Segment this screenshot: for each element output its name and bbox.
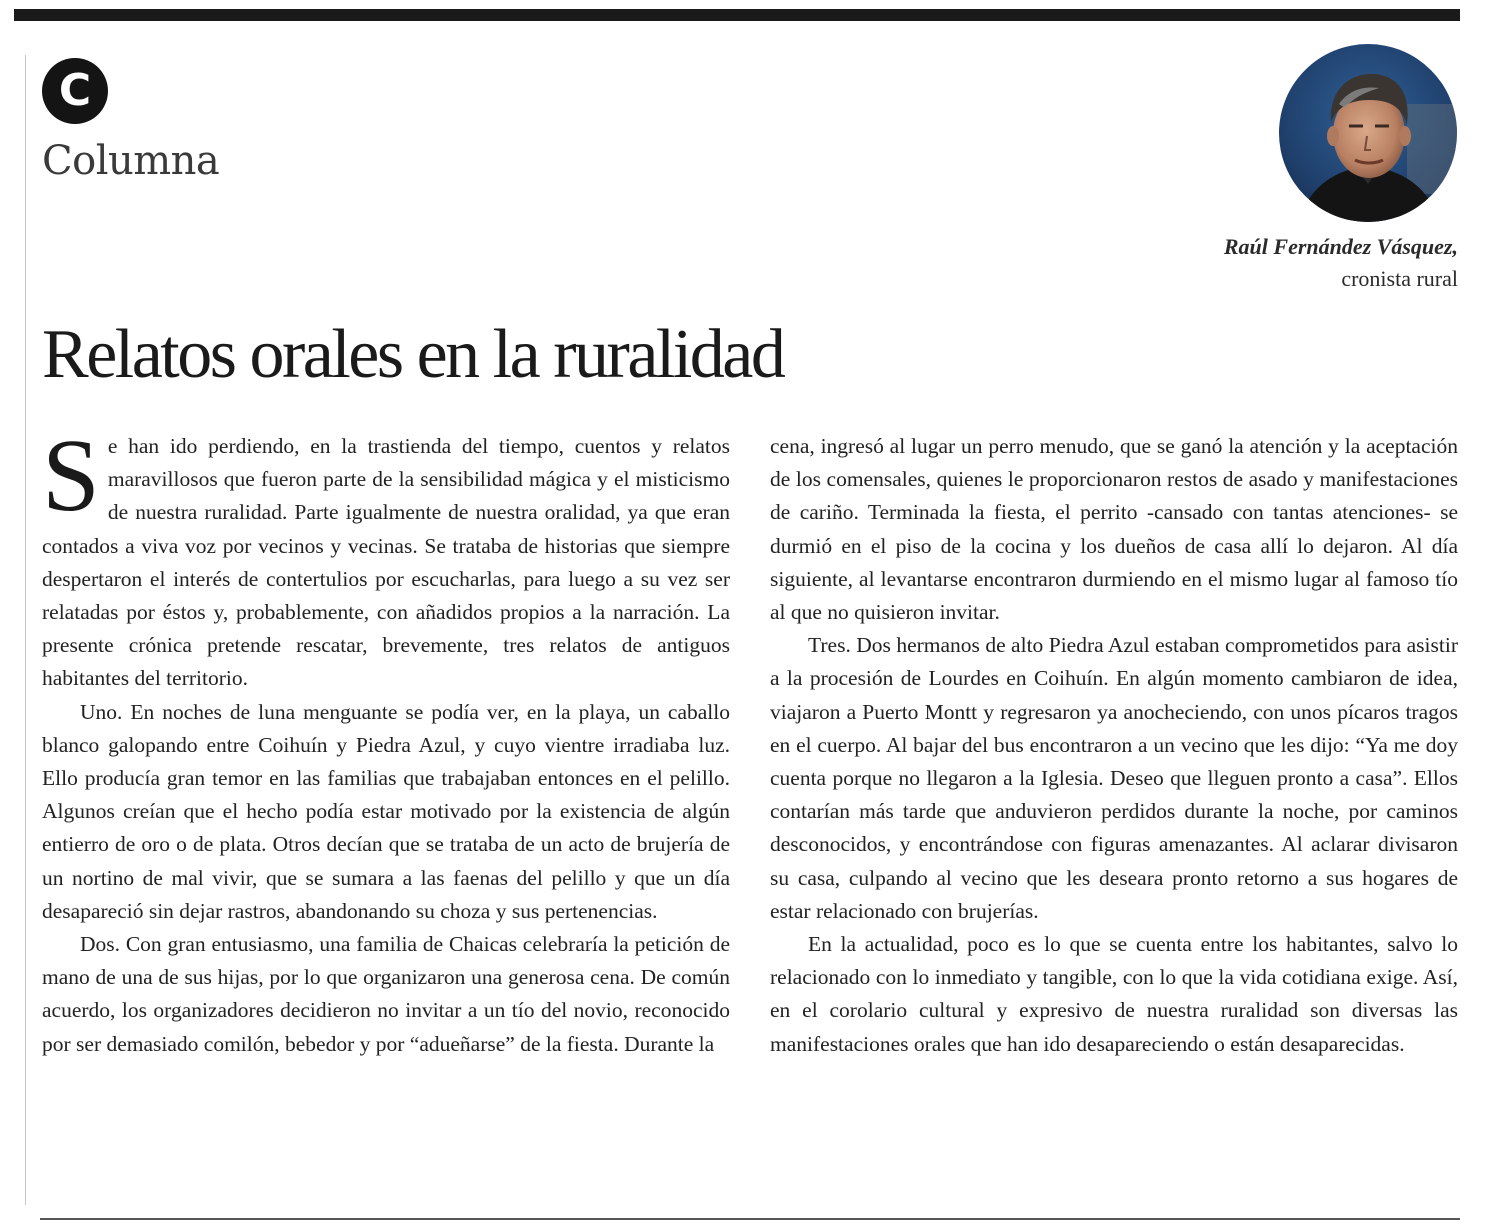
article-paragraph: Uno. En noches de luna menguante se podía ver, en la playa, un caballo blanco galopando entre Coihuín y Piedra Azul, y cuyo vientre irradiaba luz. Ello producía gran temor en las familias que trabajaban entonces en el pelillo. Algunos creían que el hecho podía estar motivado por la existencia de algún entierro de oro o de plata. Otros decían que se trataba de un acto de brujería de un nortino de mal vivir, que se sumara a las faenas del pelillo y que un día desapareció sin dejar rastros, abandonando su choza y sus pertenencias. [42, 699, 730, 923]
author-photo [1279, 44, 1457, 222]
article-paragraph: cena, ingresó al lugar un perro menudo, que se ganó la atención y la aceptación de los comensales, quienes le proporcionaron restos de asado y manifestaciones de cariño. Terminada la fiesta, el perrito -cansado con tantas atenciones- se durmió en el piso de la cocina y los dueños de casa allí lo dejaron. Al día siguiente, al levantarse encontraron durmiendo en el mismo lugar al famoso tío al que no quisieron invitar. [770, 434, 1458, 625]
article-column-left [42, 418, 730, 1061]
article-paragraph: Tres. Dos hermanos de alto Piedra Azul estaban comprometidos para asistir a la procesión de Lourdes en Coihuín. En algún momento cambiaron de idea, viajaron a Puerto Montt y regresaron ya anocheciendo, con unos pícaros tragos en el cuerpo. Al bajar del bus encontraron a un vecino que les dijo: “Ya me doy cuenta porque no llegaron a la Iglesia. Deseo que lleguen pronto a casa”. Ellos contarían más tarde que anduvieron perdidos durante la noche, por caminos desconocidos, y encontrándose con figuras amenazantes. Al aclarar divisaron su casa, culpando al vecino que les deseara pronto retorno a sus hogares de estar relacionado con brujerías. [770, 633, 1458, 923]
author-role: cronista rural [1341, 266, 1458, 291]
paragraph-text: e han ido perdiendo, en la trastienda del tiempo, cuentos y relatos maravillosos que fueron parte de la sensibilidad mágica y el misticismo de nuestra ruralidad. Parte igualmente de nuestra oralidad, ya que eran contados a viva voz por vecinos y vecinas. Se trataba de historias que siempre despertaron el interés de contertulios por escucharlas, para luego a su vez ser relatadas por éstos y, probablemente, con añadidos propios a la narración. La presente crónica pretende rescatar, brevemente, tres relatos de antiguos habitantes del territorio. [42, 434, 730, 691]
article-paragraph: En la actualidad, poco es lo que se cuenta entre los habitantes, salvo lo relacionado con lo inmediato y tangible, con lo que la vida cotidiana exige. Así, en el corolario cultural y expresivo de nuestra ruralidad son diversas las manifestaciones orales que han ido desapareciendo o están desaparecidas. [770, 932, 1458, 1056]
bottom-rule [40, 1218, 1460, 1220]
section-name: Columna [42, 138, 220, 184]
drop-cap: S [42, 418, 100, 533]
section-badge: C [42, 58, 108, 124]
article-headline: Relatos orales en la ruralidad [42, 316, 784, 393]
author-byline [1224, 232, 1458, 296]
left-margin-rule [25, 55, 26, 1205]
article-paragraph: Dos. Con gran entusiasmo, una familia de Chaicas celebraría la petición de mano de una de sus hijas, por lo que organizaron una generosa cena. De común acuerdo, los organizadores decidieron no invitar a un tío del novio, reconocido por ser demasiado comilón, bebedor y por “adueñarse” de la fiesta. Durante la [42, 932, 730, 1056]
author-photo-image [1279, 44, 1457, 222]
author-name: Raúl Fernández Vásquez, [1223, 234, 1458, 259]
top-rule [14, 9, 1460, 21]
article-paragraph [42, 418, 730, 696]
article-column-right [770, 430, 1458, 1061]
